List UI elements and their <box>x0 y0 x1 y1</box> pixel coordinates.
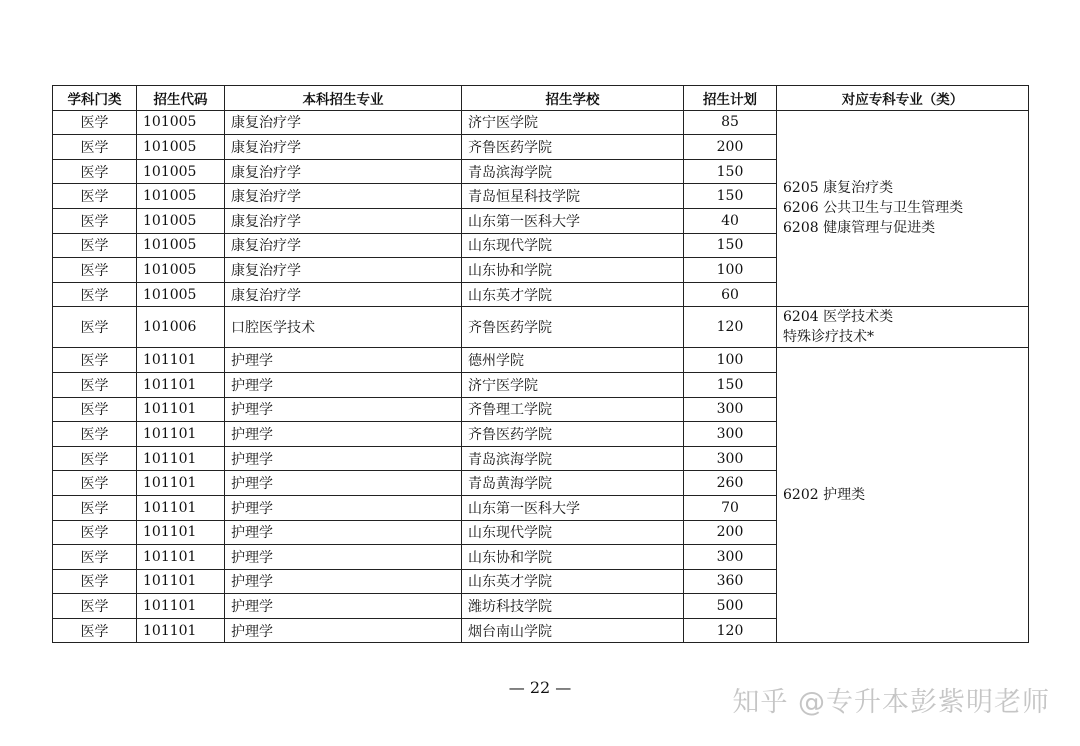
cell-plan: 70 <box>684 495 777 520</box>
cell-plan: 40 <box>684 208 777 233</box>
page-number: — 22 — <box>508 678 572 697</box>
cell-plan: 300 <box>684 397 777 422</box>
cell-plan: 200 <box>684 135 777 160</box>
cell-plan: 85 <box>684 110 777 135</box>
corresponding-line: 特殊诊疗技术* <box>783 329 874 346</box>
cell-code: 101101 <box>137 520 225 545</box>
cell-category: 医学 <box>53 258 137 283</box>
cell-plan: 200 <box>684 520 777 545</box>
cell-major: 护理学 <box>225 348 462 373</box>
cell-category: 医学 <box>53 495 137 520</box>
cell-major: 护理学 <box>225 569 462 594</box>
cell-category: 医学 <box>53 307 137 348</box>
corresponding-line: 6204 医学技术类 <box>783 309 894 326</box>
cell-plan: 100 <box>684 258 777 283</box>
cell-major: 康复治疗学 <box>225 110 462 135</box>
cell-code: 101101 <box>137 372 225 397</box>
cell-code: 101005 <box>137 282 225 307</box>
cell-code: 101101 <box>137 422 225 447</box>
cell-category: 医学 <box>53 110 137 135</box>
cell-category: 医学 <box>53 569 137 594</box>
cell-school: 山东第一医科大学 <box>462 495 684 520</box>
cell-major: 护理学 <box>225 594 462 619</box>
cell-code: 101005 <box>137 184 225 209</box>
cell-code: 101006 <box>137 307 225 348</box>
cell-school: 山东协和学院 <box>462 545 684 570</box>
cell-code: 101005 <box>137 258 225 283</box>
cell-category: 医学 <box>53 372 137 397</box>
cell-major: 口腔医学技术 <box>225 307 462 348</box>
cell-plan: 120 <box>684 618 777 643</box>
cell-school: 山东英才学院 <box>462 569 684 594</box>
cell-plan: 100 <box>684 348 777 373</box>
cell-major: 康复治疗学 <box>225 233 462 258</box>
cell-school: 烟台南山学院 <box>462 618 684 643</box>
cell-school: 山东协和学院 <box>462 258 684 283</box>
cell-code: 101101 <box>137 495 225 520</box>
cell-major: 康复治疗学 <box>225 258 462 283</box>
cell-plan: 300 <box>684 422 777 447</box>
cell-school: 齐鲁医药学院 <box>462 422 684 447</box>
cell-major: 护理学 <box>225 471 462 496</box>
cell-school: 青岛滨海学院 <box>462 159 684 184</box>
cell-corresponding <box>777 110 1029 307</box>
cell-major: 护理学 <box>225 495 462 520</box>
cell-category: 医学 <box>53 233 137 258</box>
table-header-row <box>53 86 1029 111</box>
cell-code: 101101 <box>137 446 225 471</box>
cell-major: 护理学 <box>225 520 462 545</box>
cell-category: 医学 <box>53 520 137 545</box>
cell-code: 101005 <box>137 159 225 184</box>
cell-major: 护理学 <box>225 545 462 570</box>
corresponding-line: 6208 健康管理与促进类 <box>783 220 936 237</box>
cell-plan: 150 <box>684 233 777 258</box>
corresponding-line: 6205 康复治疗类 <box>783 180 894 197</box>
table-body <box>53 110 1029 643</box>
table-row <box>53 307 1029 348</box>
table-row <box>53 110 1029 135</box>
cell-code: 101101 <box>137 545 225 570</box>
header-code: 招生代码 <box>137 86 225 111</box>
cell-category: 医学 <box>53 545 137 570</box>
cell-category: 医学 <box>53 471 137 496</box>
cell-category: 医学 <box>53 348 137 373</box>
cell-school: 德州学院 <box>462 348 684 373</box>
cell-plan: 150 <box>684 184 777 209</box>
cell-school: 青岛黄海学院 <box>462 471 684 496</box>
cell-school: 潍坊科技学院 <box>462 594 684 619</box>
cell-category: 医学 <box>53 282 137 307</box>
cell-major: 护理学 <box>225 397 462 422</box>
cell-school: 青岛滨海学院 <box>462 446 684 471</box>
cell-code: 101101 <box>137 348 225 373</box>
cell-school: 山东现代学院 <box>462 520 684 545</box>
cell-major: 康复治疗学 <box>225 135 462 160</box>
cell-school: 山东第一医科大学 <box>462 208 684 233</box>
cell-school: 济宁医学院 <box>462 110 684 135</box>
cell-school: 山东英才学院 <box>462 282 684 307</box>
cell-category: 医学 <box>53 594 137 619</box>
cell-category: 医学 <box>53 618 137 643</box>
cell-category: 医学 <box>53 208 137 233</box>
enrollment-plan-table <box>52 85 1029 643</box>
cell-plan: 260 <box>684 471 777 496</box>
cell-category: 医学 <box>53 184 137 209</box>
cell-plan: 300 <box>684 545 777 570</box>
cell-major: 康复治疗学 <box>225 159 462 184</box>
cell-school: 齐鲁医药学院 <box>462 135 684 160</box>
cell-code: 101005 <box>137 135 225 160</box>
cell-plan: 500 <box>684 594 777 619</box>
cell-major: 护理学 <box>225 446 462 471</box>
cell-corresponding <box>777 348 1029 643</box>
cell-category: 医学 <box>53 446 137 471</box>
cell-code: 101101 <box>137 594 225 619</box>
cell-plan: 150 <box>684 159 777 184</box>
cell-school: 齐鲁医药学院 <box>462 307 684 348</box>
cell-major: 康复治疗学 <box>225 282 462 307</box>
corresponding-line: 6206 公共卫生与卫生管理类 <box>783 200 964 217</box>
cell-code: 101101 <box>137 397 225 422</box>
header-plan: 招生计划 <box>684 86 777 111</box>
table-row <box>53 348 1029 373</box>
cell-category: 医学 <box>53 397 137 422</box>
cell-code: 101101 <box>137 569 225 594</box>
cell-code: 101005 <box>137 208 225 233</box>
cell-major: 护理学 <box>225 372 462 397</box>
header-corresponding: 对应专科专业（类） <box>777 86 1029 111</box>
header-category: 学科门类 <box>53 86 137 111</box>
corresponding-line: 6202 护理类 <box>783 487 866 504</box>
cell-school: 济宁医学院 <box>462 372 684 397</box>
cell-category: 医学 <box>53 159 137 184</box>
cell-code: 101005 <box>137 233 225 258</box>
cell-major: 康复治疗学 <box>225 184 462 209</box>
cell-code: 101101 <box>137 618 225 643</box>
cell-plan: 150 <box>684 372 777 397</box>
cell-category: 医学 <box>53 422 137 447</box>
cell-corresponding <box>777 307 1029 348</box>
header-school: 招生学校 <box>462 86 684 111</box>
cell-major: 康复治疗学 <box>225 208 462 233</box>
cell-plan: 60 <box>684 282 777 307</box>
cell-plan: 300 <box>684 446 777 471</box>
cell-code: 101101 <box>137 471 225 496</box>
cell-plan: 360 <box>684 569 777 594</box>
cell-category: 医学 <box>53 135 137 160</box>
cell-code: 101005 <box>137 110 225 135</box>
cell-plan: 120 <box>684 307 777 348</box>
cell-school: 齐鲁理工学院 <box>462 397 684 422</box>
cell-school: 山东现代学院 <box>462 233 684 258</box>
watermark: 知乎 @专升本彭紫明老师 <box>732 687 1050 718</box>
cell-major: 护理学 <box>225 618 462 643</box>
cell-school: 青岛恒星科技学院 <box>462 184 684 209</box>
cell-major: 护理学 <box>225 422 462 447</box>
header-major: 本科招生专业 <box>225 86 462 111</box>
